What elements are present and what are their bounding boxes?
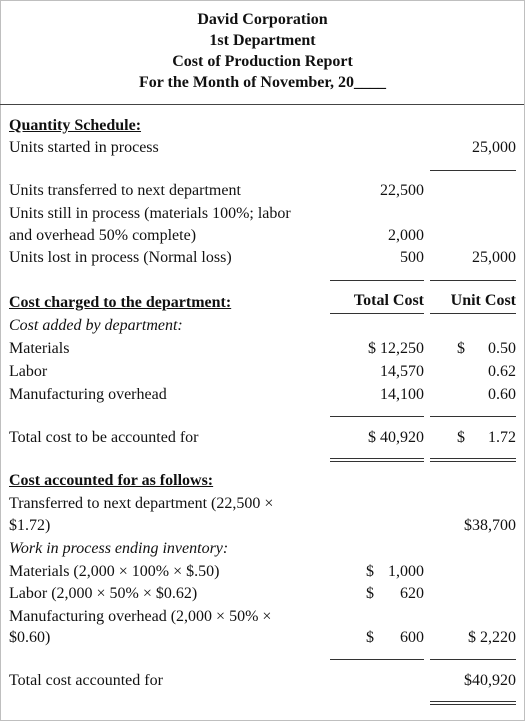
total-cost-header-rule: [330, 313, 424, 314]
unit-cost-column-header: Unit Cost: [450, 292, 516, 309]
cost-row-unit: 0.60: [488, 386, 516, 403]
units-transferred-label: Units transferred to next department: [9, 182, 241, 199]
total-cost-double-rule-col3: [430, 458, 516, 462]
unit-cost-header-rule: [430, 313, 516, 314]
header-divider: [0, 104, 524, 105]
units-started-label: Units started in process: [9, 139, 159, 156]
cost-row-total: 14,570: [380, 363, 424, 380]
cost-accounted-heading: Cost accounted for as follows:: [9, 472, 214, 489]
report-header: [0, 9, 525, 93]
total-unit-cost-value: 1.72: [488, 429, 516, 446]
cost-row-label: Labor: [9, 363, 48, 380]
wip-rule-col2: [330, 659, 424, 660]
total-accounted-value: $40,920: [464, 672, 516, 689]
units-total-value: 25,000: [472, 249, 516, 266]
wip-overhead-label-line2: $0.60): [9, 629, 51, 646]
units-started-rule: [430, 170, 516, 171]
transferred-label-line1: Transferred to next department (22,500 ×: [9, 495, 274, 512]
wip-materials-label: Materials (2,000 × 100% × $.50): [9, 563, 220, 580]
cost-row-total: 14,100: [380, 386, 424, 403]
units-total-rule-col2: [330, 280, 424, 281]
wip-overhead-value: 600: [400, 629, 424, 646]
total-unit-cost-symbol: $: [457, 429, 465, 446]
units-lost-label: Units lost in process (Normal loss): [9, 249, 232, 266]
total-cost-double-rule-col2: [330, 458, 424, 462]
report-period: For the Month of November, 20____: [138, 74, 387, 91]
quantity-schedule-heading: Quantity Schedule:: [9, 117, 142, 134]
cost-row-total: $ 12,250: [368, 340, 424, 357]
wip-labor-label: Labor (2,000 × 50% × $0.62): [9, 585, 198, 602]
department-name: 1st Department: [209, 32, 316, 49]
total-accounted-label: Total cost accounted for: [9, 672, 163, 689]
cost-charged-heading: Cost charged to the department:: [9, 294, 232, 311]
cost-row-unit: 0.50: [488, 340, 516, 357]
cost-added-label: Cost added by department:: [9, 317, 183, 334]
wip-labor-value: 620: [400, 585, 424, 602]
wip-ending-label: Work in process ending inventory:: [9, 540, 229, 557]
wip-overhead-label-line1: Manufacturing overhead (2,000 × 50% ×: [9, 608, 272, 625]
cost-row-label: Materials: [9, 340, 70, 357]
wip-rule-col3: [430, 659, 516, 660]
company-name: David Corporation: [197, 11, 328, 28]
cost-subtotal-rule-col3: [430, 416, 516, 417]
wip-materials-value: 1,000: [388, 563, 424, 580]
cost-subtotal-rule-col2: [330, 416, 424, 417]
total-cost-to-account-value: $ 40,920: [368, 429, 424, 446]
total-cost-column-header: Total Cost: [353, 292, 424, 309]
wip-materials-symbol: $: [366, 563, 374, 580]
wip-labor-symbol: $: [366, 585, 374, 602]
total-cost-to-account-label: Total cost to be accounted for: [9, 429, 199, 446]
cost-row-unit-symbol: $: [457, 340, 465, 357]
report-title: Cost of Production Report: [172, 53, 353, 70]
units-total-rule-col3: [430, 280, 516, 281]
transferred-label-line2: $1.72): [9, 517, 51, 534]
cost-row-label: Manufacturing overhead: [9, 386, 167, 403]
units-wip-label-line2: and overhead 50% complete): [9, 227, 197, 244]
wip-total-value: $ 2,220: [468, 629, 516, 646]
cost-row-unit: 0.62: [488, 363, 516, 380]
units-lost-value: 500: [400, 249, 424, 266]
units-wip-value: 2,000: [388, 227, 424, 244]
units-transferred-value: 22,500: [380, 182, 424, 199]
transferred-value: $38,700: [464, 517, 516, 534]
units-started-value: 25,000: [472, 139, 516, 156]
wip-overhead-symbol: $: [366, 629, 374, 646]
total-accounted-double-rule: [430, 701, 516, 705]
units-wip-label-line1: Units still in process (materials 100%; labor: [9, 205, 291, 222]
